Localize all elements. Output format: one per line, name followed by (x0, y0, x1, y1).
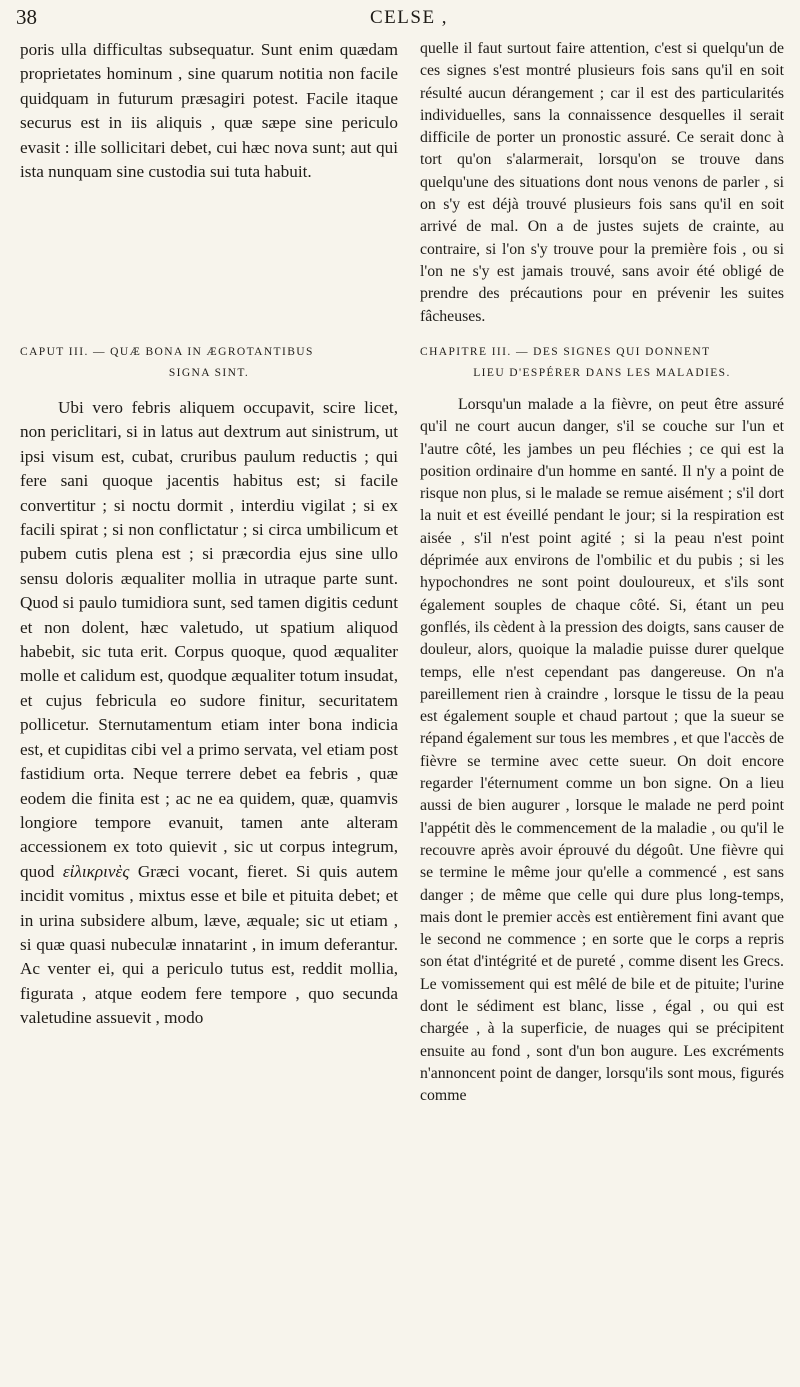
french-opening-paragraph: quelle il faut surtout faire attention, c'est si quelqu'un de ces signes s'est montré plusieurs fois sans qu'il en soit résulté aucun dérangement ; car il est des particularités individuelles, sans la connaissence desquelles il serait difficile de porter un pronostic assuré. Ce serait donc à tort qu'on s'alarmerait, lorsqu'on se trouve dans quelqu'une des situations dont nous venons de parler , si on s'y est déjà trouvé plusieurs fois sans qu'il en soit arrivé de mal. On a de justes sujets de crainte, au contraire, si l'on s'y trouve pour la première fois , ou si l'on ne s'y est jamais trouvé, sans avoir été obligé de prendre des précautions pour en prévenir les suites fâcheuses. (420, 40, 784, 325)
latin-opening-paragraph: poris ulla difficultas subsequatur. Sunt enim quædam proprietates hominum , sine quarum notitia non facile quidquam in futurum præsagiri potest. Facile itaque securus est in iis aliquis , quæ sæpe sine periculo evasit : ille sollicitari debet, cui hæc nova sunt; aut qui ista nunquam sine custodia sui tuta habuit. (20, 40, 398, 182)
running-title: CELSE , (370, 7, 449, 28)
page-number: 38 (16, 5, 37, 29)
latin-body-paragraph (20, 396, 398, 1031)
latin-body-text-part2: Græci vocant, fieret. Si quis autem incidit vomitus , mixtus esse et bile et pituita debet; et in urina subsidere album, læve, æquale; sic ut etiam , si quæ quasi nubeculæ innatarint , in imum deferantur. Ac venter ei, qui a periculo tutus est, reddit mollia, figurata , atque eodem fere tempore , quo secunda valetudine assuevit , modo (20, 861, 398, 1028)
greek-term: εἰλικρινὲς (62, 861, 130, 881)
latin-chapter-heading-line2: SIGNA SINT. (168, 367, 250, 379)
latin-chapter-body (20, 396, 398, 1031)
page-header (0, 0, 800, 40)
french-chapter-body (420, 394, 784, 1108)
french-chapter-heading (420, 342, 784, 384)
french-chapter-heading-line1: CHAPITRE III. — DES SIGNES QUI DONNENT (420, 346, 711, 358)
french-body-paragraph: Lorsqu'un malade a la fièvre, on peut être assuré qu'il ne court aucun danger, s'il se couche sur l'un et l'autre côté, les jambes un peu fléchies ; ce qui est la position ordinaire d'un homme en santé. Il n'y a point de risque non plus, si le malade se remue aisément ; s'il dort la nuit et est éveillé pendant le jour; si la respiration est aisée , s'il n'est point agité ; si la peau n'est point déprimée aux environs de l'ombilic et du pubis ; si les hypochondres ne sont point douloureux, et s'ils sont également souples de chaque côté. Si, étant un peu gonflés, ils cèdent à la pression des doigts, sans causer de douleur, alors, quoique la maladie puisse durer quelque temps, elle n'est cependant pas dangereuse. On n'a pareillement rien à craindre , lorsque le tissu de la peau est également souple et chaud partout ; que la sueur se répand également sur tous les membres , et que l'accès de fièvre se termine avec cette sueur. On doit encore regarder l'éternument comme un bon signe. On a lieu aussi de bien augurer , lorsque le malade ne perd point l'appétit dès le commencement de la maladie , ou qu'il le recouvre après avoir éprouvé du dégoût. Une fièvre qui se termine le même jour qu'elle a commencé , est sans danger ; de même que celle qui dure plus long-temps, mais dont le premier accès est entièrement fini avant que le second ne commence ; en sorte que le corps a repris son état d'intégrité et de pureté , comme disent les Grecs. Le vomissement qui est mêlé de bile et de pituite; l'urine dont le sédiment est blanc, lisse , égal , ou qui est chargée , à la superficie, de nuages qui se précipitent ensuite au fond , sont d'un bon augure. Les excréments n'annoncent point de danger, lorsqu'ils sont mous, figurés comme (420, 396, 784, 1105)
latin-column (20, 38, 398, 1028)
latin-body-text-part1: Ubi vero febris aliquem occupavit, scire licet, non periclitari, si in latus aut dextrum aut sinistrum, ut ipsi visum est, cubat, cruribus paulum reductis ; qui fere sani quoque jacentis habitus est; si facile convertitur ; si noctu dormit , interdiu vigilat ; si ex facili spirat ; si non conflictatur ; si circa umbilicum et pubem cutis plena est ; si præcordia ejus sine ullo sensu doloris æqualiter mollia in utraque parte sunt. Quod si paulo tumidiora sunt, sed tamen digitis cedunt et non dolent, hæc valetudo, ut spatium aliquod habebit, sic tuta erit. Corpus quoque, quod æqualiter molle et calidum est, quodque æqualiter totum insudat, et cujus febricula eo sudore finitur, securitatem pollicetur. Sternutamentum etiam inter bona indicia est, et cupiditas cibi vel a primo servata, vel etiam post fastidium orta. Neque terrere debet ea febris , quæ eodem die finita est ; ac ne ea quidem, quæ, quamvis longiore tempore evanuit, tamen ante alteram accessionem ex toto quievit , sic ut corpus integrum, quod (20, 398, 398, 881)
french-column (420, 38, 784, 1105)
latin-chapter-heading (20, 342, 398, 384)
french-chapter-heading-line2: LIEU D'ESPÉRER DANS LES MALADIES. (473, 367, 731, 379)
latin-chapter-heading-line1: CAPUT III. — QUÆ BONA IN ÆGROTANTIBUS (20, 346, 314, 358)
